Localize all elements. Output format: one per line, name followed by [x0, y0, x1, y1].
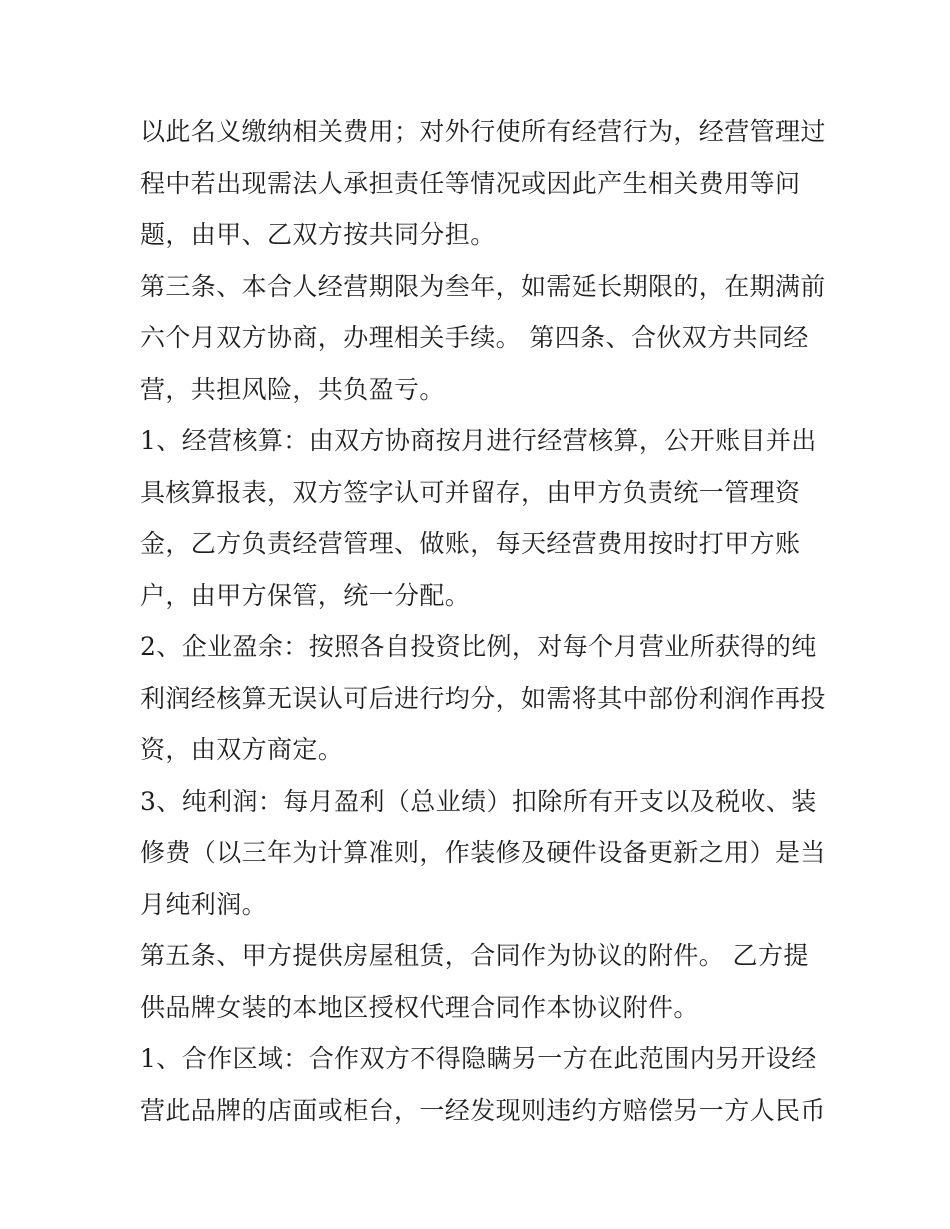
- text-line: 第三条、本合人经营期限为叁年，如需延长期限的，在期满前: [140, 271, 826, 301]
- text-line: 具核算报表，双方签字认可并留存，由甲方负责统一管理资: [140, 477, 801, 507]
- paragraph-item-net-profit: [140, 776, 826, 931]
- text-line: 题，由甲、乙双方按共同分担。: [140, 220, 496, 249]
- text-line: 修费（以三年为计算准则，作装修及硬件设备更新之用）是当: [140, 838, 826, 867]
- text-line: 月纯利润。: [140, 889, 268, 919]
- text-line: 六个月双方协商，办理相关手续。 第四条、合伙双方共同经: [140, 323, 809, 352]
- document-body: [140, 106, 826, 1136]
- text-line: 供品牌女装的本地区授权代理合同作本协议附件。: [140, 992, 699, 1022]
- text-line: 户，由甲方保管，统一分配。: [140, 580, 471, 610]
- text-line: 资，由双方商定。: [140, 735, 344, 764]
- paragraph-fee-sharing: [140, 106, 826, 261]
- text-line: 1、经营核算：由双方协商按月进行经营核算，公开账目并出: [140, 426, 817, 455]
- text-line: 营此品牌的店面或柜台，一经发现则违约方赔偿另一方人民币: [140, 1095, 826, 1125]
- paragraph-item-surplus: [140, 621, 826, 776]
- text-line: 程中若出现需法人承担责任等情况或因此产生相关费用等问: [140, 168, 801, 198]
- paragraph-item-accounting: [140, 415, 820, 621]
- text-line: 第五条、甲方提供房屋租赁，合同作为协议的附件。 乙方提: [140, 941, 809, 970]
- text-line: 2、企业盈余：按照各自投资比例，对每个月营业所获得的纯: [140, 632, 817, 661]
- text-line: 营，共担风险，共负盈亏。: [140, 374, 445, 404]
- paragraph-item-cooperation-area: [140, 1033, 826, 1136]
- text-line: 3、纯利润：每月盈利（总业绩）扣除所有开支以及税收、装: [140, 786, 817, 816]
- text-line: 以此名义缴纳相关费用；对外行使所有经营行为，经营管理过: [140, 117, 826, 146]
- text-line: 利润经核算无误认可后进行均分，如需将其中部份利润作再投: [140, 683, 826, 713]
- paragraph-article-5: [140, 930, 820, 1033]
- text-line: 1、合作区域：合作双方不得隐瞒另一方在此范围内另开设经: [140, 1044, 817, 1073]
- text-line: 金，乙方负责经营管理、做账，每天经营费用按时打甲方账: [140, 529, 801, 558]
- paragraph-article-3: [140, 261, 826, 416]
